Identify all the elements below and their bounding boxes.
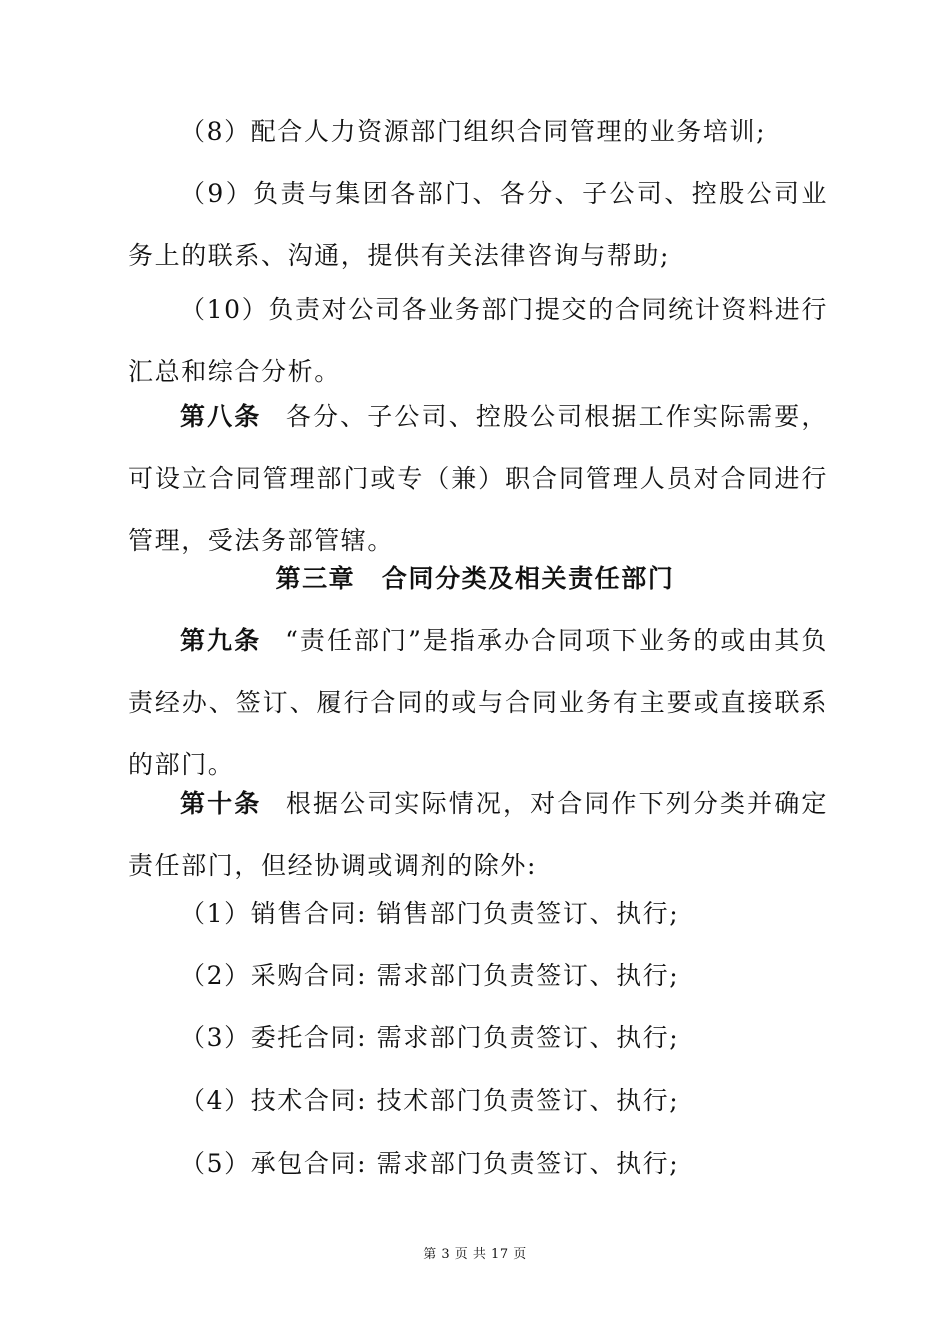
list-item-2: （2）采购合同: 需求部门负责签订、执行; [180, 961, 680, 990]
article-8 [128, 386, 828, 572]
article-9 [128, 610, 828, 796]
article-9-label: 第九条 [180, 626, 262, 655]
article-8-label: 第八条 [180, 402, 262, 431]
article-10-label: 第十条 [180, 789, 262, 818]
article-9-text: “责任部门”是指承办合同项下业务的或由其负责经办、签订、履行合同的或与合同业务有主要或直接联系的部门。 [128, 626, 828, 779]
list-item-8: （8）配合人力资源部门组织合同管理的业务培训; [180, 117, 767, 146]
page-number-footer: 第 3 页 共 17 页 [423, 1247, 527, 1262]
list-item-4: （4）技术合同: 技术部门负责签订、执行; [180, 1086, 680, 1115]
chapter-heading: 第三章 合同分类及相关责任部门 [275, 564, 675, 593]
article-10-text: 根据公司实际情况，对合同作下列分类并确定责任部门，但经协调或调剂的除外: [128, 789, 828, 880]
article-10 [128, 773, 828, 897]
list-item-3: （3）委托合同: 需求部门负责签订、执行; [180, 1023, 680, 1052]
list-item-9: （9）负责与集团各部门、各分、子公司、控股公司业务上的联系、沟通，提供有关法律咨询与帮助; [128, 179, 828, 270]
list-item-1: （1）销售合同: 销售部门负责签订、执行; [180, 899, 680, 928]
list-item-10: （10）负责对公司各业务部门提交的合同统计资料进行汇总和综合分析。 [128, 295, 828, 386]
article-8-text: 各分、子公司、控股公司根据工作实际需要，可设立合同管理部门或专（兼）职合同管理人员对合同进行管理，受法务部管辖。 [128, 402, 828, 555]
list-item-5: （5）承包合同: 需求部门负责签订、执行; [180, 1149, 680, 1178]
